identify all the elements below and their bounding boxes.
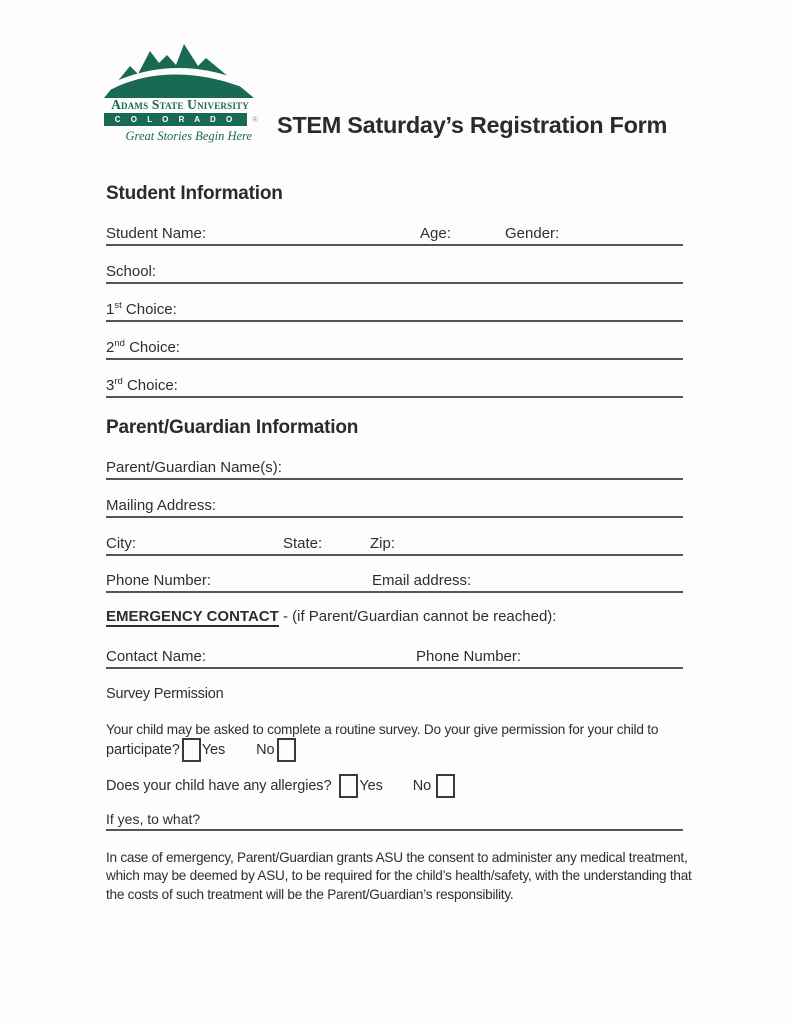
mailing-address-field-line[interactable] <box>106 494 683 518</box>
city-label: City: <box>106 535 136 552</box>
survey-permission-heading: Survey Permission <box>106 686 224 702</box>
section-heading-parent: Parent/Guardian Information <box>106 417 359 438</box>
survey-yes-label: Yes <box>201 741 226 758</box>
first-choice-label: 1st Choice: <box>106 300 177 318</box>
state-label: State: <box>283 535 323 552</box>
mailing-address-label: Mailing Address: <box>106 497 217 514</box>
zip-label: Zip: <box>370 535 396 552</box>
school-label: School: <box>106 263 157 280</box>
consent-line-3: the costs of such treatment will be the Parent/Guardian’s responsibility. <box>106 886 514 902</box>
emergency-contact-heading-bold: EMERGENCY CONTACT <box>106 608 279 625</box>
allergy-question-row <box>106 772 455 799</box>
second-choice-field-line[interactable] <box>106 336 683 360</box>
medical-consent-paragraph <box>106 849 692 904</box>
if-yes-field-line[interactable] <box>106 807 683 831</box>
consent-line-2: which may be deemed by ASU, to be required for the child’s health/safety, with the understanding that <box>106 868 692 884</box>
mountain-icon <box>104 44 254 98</box>
first-choice-field-line[interactable] <box>106 298 683 322</box>
third-choice-field-line[interactable] <box>106 374 683 398</box>
university-name: Adams State University <box>111 97 249 112</box>
colorado-bar <box>104 113 258 126</box>
logo-tagline: Great Stories Begin Here <box>125 129 252 143</box>
emergency-contact-heading <box>106 608 556 625</box>
second-choice-label: 2nd Choice: <box>106 338 180 356</box>
allergy-question: Does your child have any allergies? <box>106 777 332 794</box>
school-field-line[interactable] <box>106 260 683 284</box>
age-label: Age: <box>420 225 451 242</box>
allergy-yes-label: Yes <box>359 777 383 794</box>
registered-trademark-icon: ® <box>252 115 258 124</box>
third-choice-label: 3rd Choice: <box>106 376 178 394</box>
parent-name-label: Parent/Guardian Name(s): <box>106 459 282 476</box>
survey-question-line2: participate? <box>106 741 180 758</box>
allergy-yes-checkbox[interactable] <box>339 774 358 798</box>
survey-no-checkbox[interactable] <box>277 738 296 762</box>
emergency-phone-label: Phone Number: <box>416 648 522 665</box>
section-heading-student: Student Information <box>106 183 283 204</box>
email-address-label: Email address: <box>372 572 472 589</box>
parent-name-field-line[interactable] <box>106 456 683 480</box>
city-state-zip-field-line[interactable] <box>106 532 683 556</box>
survey-yes-checkbox[interactable] <box>182 738 201 762</box>
phone-email-field-line[interactable] <box>106 569 683 593</box>
survey-no-label: No <box>256 741 275 758</box>
survey-question-line2-row <box>106 736 296 763</box>
gender-label: Gender: <box>505 225 560 242</box>
form-title: STEM Saturday’s Registration Form <box>277 112 668 138</box>
colorado-text: C O L O R A D O <box>114 115 237 124</box>
emergency-contact-heading-rest: - (if Parent/Guardian cannot be reached): <box>278 608 557 625</box>
contact-name-label: Contact Name: <box>106 648 207 665</box>
student-name-label: Student Name: <box>106 225 207 242</box>
allergy-no-label: No <box>412 777 432 794</box>
student-name-field-line[interactable] <box>106 222 683 246</box>
asu-logo <box>104 44 256 144</box>
phone-number-label: Phone Number: <box>106 572 212 589</box>
if-yes-label: If yes, to what? <box>106 811 201 827</box>
consent-line-1: In case of emergency, Parent/Guardian grants ASU the consent to administer any medical treatment, <box>106 850 688 865</box>
survey-question-line1: Your child may be asked to complete a routine survey. Do your give permission for your child to <box>106 722 659 737</box>
emergency-contact-field-line[interactable] <box>106 645 683 669</box>
allergy-no-checkbox[interactable] <box>436 774 455 798</box>
